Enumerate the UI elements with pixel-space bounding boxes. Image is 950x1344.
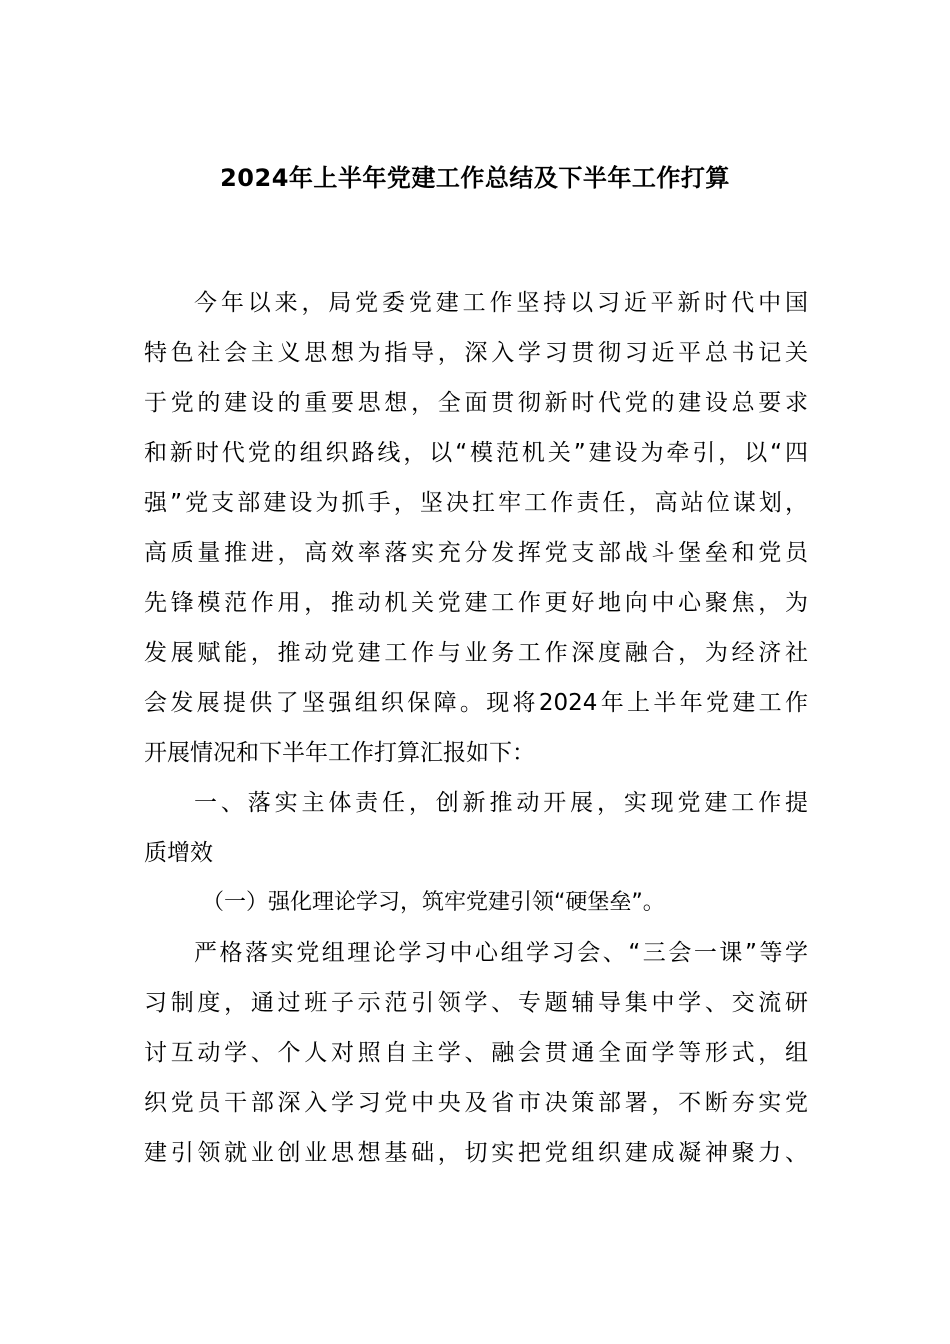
paragraph-line: 习制度，通过班子示范引领学、专题辅导集中学、交流研 xyxy=(144,990,808,1016)
section-heading-line: 一、落实主体责任，创新推动开展，实现党建工作提 xyxy=(194,790,808,816)
paragraph-line: 于党的建设的重要思想，全面贯彻新时代党的建设总要求 xyxy=(144,390,808,416)
paragraph-line: 开展情况和下半年工作打算汇报如下： xyxy=(144,740,535,766)
subsection-heading: （一）强化理论学习，筑牢党建引领“硬堡垒”。 xyxy=(202,890,665,915)
paragraph-line: 特色社会主义思想为指导，深入学习贯彻习近平总书记关 xyxy=(144,340,808,366)
paragraph-line: 会发展提供了坚强组织保障。现将2024年上半年党建工作 xyxy=(144,690,808,716)
paragraph-line: 强”党支部建设为抓手，坚决扛牢工作责任，高站位谋划， xyxy=(144,490,808,516)
document-title: 2024年上半年党建工作总结及下半年工作打算 xyxy=(220,164,730,192)
paragraph-line: 和新时代党的组织路线，以“模范机关”建设为牵引，以“四 xyxy=(144,440,808,466)
paragraph-line: 先锋模范作用，推动机关党建工作更好地向中心聚焦，为 xyxy=(144,590,808,616)
document-body xyxy=(144,278,808,1178)
paragraph-line: 高质量推进，高效率落实充分发挥党支部战斗堡垒和党员 xyxy=(144,540,808,566)
section-heading-line: 质增效 xyxy=(144,840,213,866)
paragraph-line: 建引领就业创业思想基础，切实把党组织建成凝神聚力、 xyxy=(144,1140,808,1166)
paragraph-line: 发展赋能，推动党建工作与业务工作深度融合，为经济社 xyxy=(144,640,808,666)
paragraph-line: 织党员干部深入学习党中央及省市决策部署，不断夯实党 xyxy=(144,1090,808,1116)
paragraph-line: 今年以来，局党委党建工作坚持以习近平新时代中国 xyxy=(194,290,808,316)
paragraph-line: 讨互动学、个人对照自主学、融会贯通全面学等形式，组 xyxy=(144,1040,808,1066)
paragraph-line: 严格落实党组理论学习中心组学习会、“三会一课”等学 xyxy=(194,940,808,966)
